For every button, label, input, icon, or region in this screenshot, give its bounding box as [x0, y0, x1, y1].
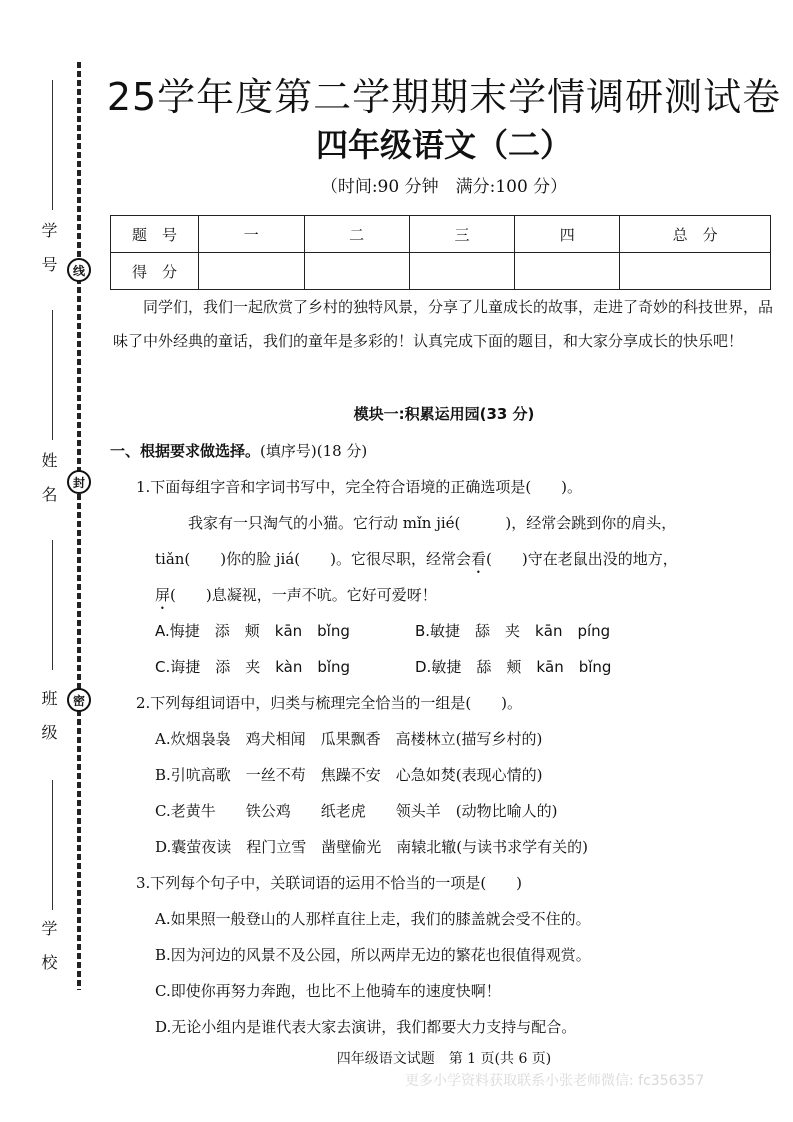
school-label: 学校: [39, 920, 58, 988]
student-no-label: 学号: [39, 222, 58, 290]
q3-option-d[interactable]: D.无论小组内是谁代表大家去演讲，我们都要大力支持与配合。: [155, 1018, 577, 1036]
score-input-cell[interactable]: [304, 253, 409, 290]
seal-secret-mark: 密: [67, 688, 91, 712]
name-label: 姓名: [39, 452, 58, 520]
watermark-text: 更多小学资料获取联系小张老师微信: fc356357: [405, 1073, 705, 1089]
q2-option-d[interactable]: D.囊萤夜读 程门立雪 凿壁偷光 南辕北辙(与读书求学有关的): [155, 838, 588, 856]
q1-option-a[interactable]: A.悔捷 添 颊 kān bǐng: [155, 622, 350, 640]
class-rule: [52, 540, 53, 670]
table-header-cell: 总 分: [620, 216, 771, 253]
student-no-rule: [52, 80, 53, 210]
q3-stem: 3.下列每个句子中，关联词语的运用不恰当的一项是( ): [136, 874, 523, 892]
q2-stem: 2.下列每组词语中，归类与梳理完全恰当的一组是( )。: [136, 694, 523, 712]
q1-passage-line: 我家有一只淘气的小猫。它行动 mǐn jié( )，经常会跳到你的肩头，: [188, 514, 677, 532]
section-note: (填序号)(18 分): [260, 442, 368, 460]
emphasized-char: 屏: [155, 586, 171, 604]
exam-title: 25学年度第二学期期末学情调研测试卷: [106, 75, 782, 119]
score-input-cell[interactable]: [515, 253, 620, 290]
seal-line-mark: 线: [67, 258, 91, 282]
passage-text: ( )息凝视，一声不吭。它好可爱呀！: [170, 586, 437, 604]
table-header-cell: 三: [409, 216, 515, 253]
page-footer: 四年级语文试题 第 1 页(共 6 页): [336, 1051, 552, 1067]
q3-option-c[interactable]: C.即使你再努力奔跑，也比不上他骑车的速度快啊！: [155, 982, 501, 1000]
table-cell-label: 得 分: [111, 253, 199, 290]
q1-option-b[interactable]: B.敏捷 舔 夹 kān píng: [415, 622, 611, 640]
exam-meta: （时间:90 分钟 满分:100 分）: [320, 177, 568, 197]
seal-seal-mark: 封: [67, 470, 91, 494]
q1-option-c[interactable]: C.诲捷 添 夹 kàn bǐng: [155, 658, 351, 676]
table-row: [111, 253, 771, 290]
module-heading: 模块一:积累运用园(33 分): [353, 405, 535, 423]
q2-option-a[interactable]: A.炊烟袅袅 鸡犬相闻 瓜果飘香 高楼林立(描写乡村的): [155, 730, 543, 748]
passage-text: tiǎn( )你的脸 jiá( )。它很尽职，经常会: [155, 550, 471, 568]
q1-passage-line: [155, 548, 678, 577]
q3-option-b[interactable]: B.因为河边的风景不及公园，所以两岸无边的繁花也很值得观赏。: [155, 946, 591, 964]
binding-dotted-line: [77, 62, 81, 990]
score-input-cell[interactable]: [198, 253, 304, 290]
q2-option-b[interactable]: B.引吭高歌 一丝不苟 焦躁不安 心急如焚(表现心情的): [155, 766, 543, 784]
q3-option-a[interactable]: A.如果照一般登山的人那样直往上走，我们的膝盖就会受不住的。: [155, 910, 591, 928]
exam-subtitle: 四年级语文（二）: [315, 126, 572, 164]
emphasized-char: 看: [471, 550, 487, 568]
intro-paragraph: 同学们，我们一起欣赏了乡村的独特风景，分享了儿童成长的故事，走进了奇妙的科技世界，品味了中外经典的童话，我们的童年是多彩的！认真完成下面的题目，和大家分享成长的快乐吧！: [113, 298, 774, 350]
class-label: 班级: [39, 690, 58, 758]
q2-option-c[interactable]: C.老黄牛 铁公鸡 纸老虎 领头羊 (动物比喻人的): [155, 802, 558, 820]
score-input-cell[interactable]: [409, 253, 515, 290]
table-header-cell: 四: [515, 216, 620, 253]
score-table: [110, 215, 771, 290]
table-header-cell: 一: [198, 216, 304, 253]
section-title: 一、根据要求做选择。: [110, 442, 261, 460]
passage-text: ( )守在老鼠出没的地方，: [486, 550, 678, 568]
table-row: [111, 216, 771, 253]
section-heading: [110, 440, 367, 461]
school-rule: [52, 780, 53, 910]
q1-option-d[interactable]: D.敏捷 舔 颊 kān bǐng: [415, 658, 612, 676]
table-header-cell: 二: [304, 216, 409, 253]
score-input-cell[interactable]: [620, 253, 771, 290]
name-rule: [52, 310, 53, 440]
table-header-cell: 题 号: [111, 216, 199, 253]
q1-passage-line: [155, 584, 437, 613]
q1-stem: 1.下面每组字音和字词书写中，完全符合语境的正确选项是( )。: [136, 478, 583, 496]
